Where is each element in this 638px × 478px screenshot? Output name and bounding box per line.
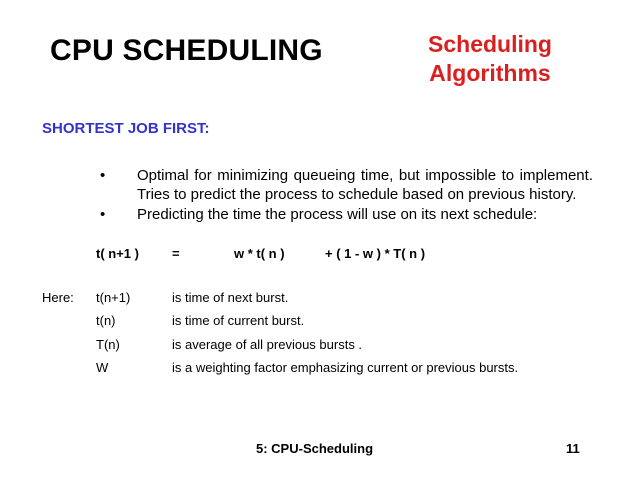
footer-page-number: 11	[566, 441, 580, 456]
bullet-icon: •	[100, 167, 106, 184]
formula-term-1: w * t( n )	[234, 246, 285, 261]
footer-chapter: 5: CPU-Scheduling	[256, 441, 374, 456]
definition-symbol: W	[96, 360, 109, 375]
definition-meaning: is a weighting factor emphasizing current or previous bursts.	[172, 360, 519, 375]
subtitle-line-1: Scheduling	[428, 31, 552, 57]
formula-term-2: + ( 1 - w ) * T( n )	[325, 246, 426, 261]
definition-meaning: is time of current burst.	[172, 313, 305, 328]
slide-subtitle	[420, 30, 560, 88]
definition-symbol: t(n+1)	[96, 290, 131, 305]
slide-title: CPU SCHEDULING	[50, 34, 323, 67]
bullet-icon: •	[100, 206, 106, 223]
formula-equals: =	[172, 246, 180, 261]
bullet-text: Optimal for minimizing queueing time, but impossible to implement. Tries to predict the process to schedule based on previous history.	[137, 167, 593, 203]
definition-symbol: t(n)	[96, 313, 116, 328]
here-label: Here:	[42, 290, 74, 305]
bullet-text: Predicting the time the process will use on its next schedule:	[137, 206, 538, 223]
section-heading: SHORTEST JOB FIRST:	[42, 120, 210, 137]
subtitle-line-2: Algorithms	[429, 60, 551, 86]
formula-lhs: t( n+1 )	[96, 246, 139, 261]
definition-meaning: is average of all previous bursts .	[172, 337, 363, 352]
definition-meaning: is time of next burst.	[172, 290, 289, 305]
definition-symbol: T(n)	[96, 337, 120, 352]
